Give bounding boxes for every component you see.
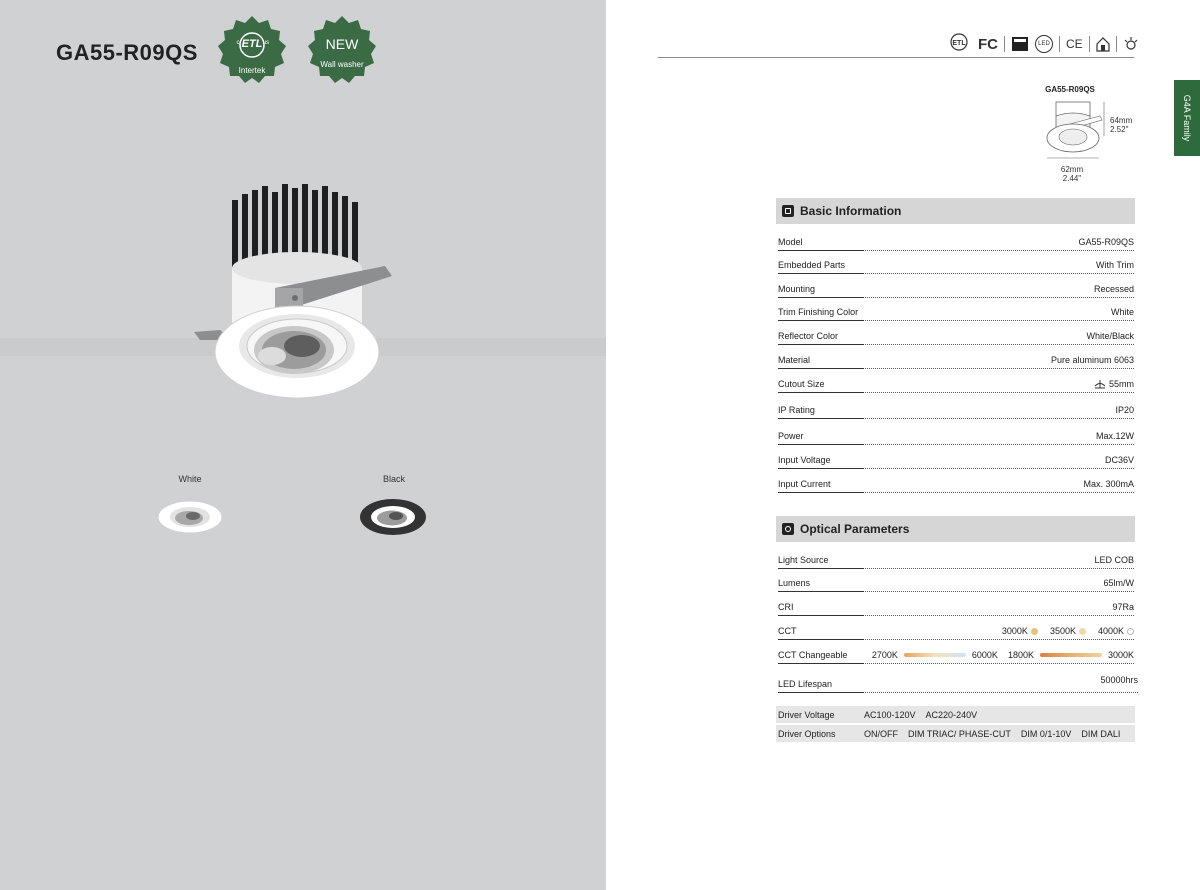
row-underline (778, 639, 864, 640)
cutout-value: 55mm (1108, 379, 1134, 389)
spec-row-model (778, 230, 1134, 251)
spec-value: Max.12W (1095, 431, 1134, 441)
spec-value: White/Black (1086, 331, 1134, 341)
row-underline (778, 392, 864, 393)
height-mm: 64mm (1110, 116, 1133, 125)
cct-swatch-4000k (1127, 628, 1134, 635)
cutout-icon (1094, 379, 1106, 389)
spec-row-ip-rating (778, 398, 1134, 419)
downlight-product-image (180, 180, 440, 410)
driver-options-row (776, 725, 1135, 742)
spec-value: With Trim (1096, 260, 1134, 270)
divider (1004, 36, 1005, 52)
row-underline (778, 692, 864, 693)
light-icon (782, 523, 794, 535)
spec-label: Trim Finishing Color (778, 307, 859, 317)
driver-option: DIM 0/1-10V (1020, 728, 1072, 739)
optical-parameters-header (776, 516, 1135, 542)
badge-seal-shape (216, 14, 288, 86)
header-rule (658, 57, 1134, 58)
spec-value: 97Ra (1112, 602, 1134, 612)
width-in: 2.44" (1062, 174, 1082, 183)
row-underline (778, 250, 864, 251)
spec-value: LED COB (1094, 555, 1134, 565)
spec-value: White (1110, 307, 1134, 317)
model-title: GA55-R09QS (56, 40, 198, 65)
driver-option: ON/OFF (864, 728, 898, 739)
row-underline (778, 492, 864, 493)
dimension-drawing (1040, 96, 1106, 162)
variant-white-swatch[interactable] (156, 500, 224, 534)
variant-white-label: White (178, 474, 202, 484)
section-title: Basic Information (800, 204, 902, 218)
new-label: NEW (325, 36, 359, 52)
led-icon: LED (1035, 35, 1053, 53)
range-to: 6000K (971, 650, 998, 660)
spec-row-led-lifespan (778, 672, 1138, 693)
spec-label: Model (778, 237, 803, 247)
row-underline (778, 615, 864, 616)
variant-black-label: Black (382, 474, 405, 484)
spec-row-cct (778, 619, 1134, 640)
ce-icon: CE (1066, 37, 1083, 51)
row-underline (778, 418, 864, 419)
spec-row-embedded-parts (778, 253, 1134, 274)
height-in: 2.52" (1110, 125, 1129, 134)
spec-label: LED Lifespan (778, 679, 833, 689)
divider (1116, 36, 1117, 52)
spec-row-cct-changeable (778, 643, 1134, 664)
row-underline (778, 591, 864, 592)
row-underline (778, 368, 864, 369)
spec-value: Pure aluminum 6063 (1050, 355, 1134, 365)
spec-row-cutout-size (778, 372, 1134, 393)
spec-row-light-source (778, 548, 1134, 569)
range-from: 2700K (871, 650, 898, 660)
driver-voltage-option: AC100-120V (864, 709, 916, 720)
row-underline (778, 273, 864, 274)
spec-row-material (778, 348, 1134, 369)
basic-information-header (776, 198, 1135, 224)
spec-label: Lumens (778, 578, 811, 588)
spec-value: DC36V (1104, 455, 1134, 465)
row-underline (778, 468, 864, 469)
cct-gradient-bar (1040, 653, 1102, 657)
etl-logo-text: ETL (241, 38, 263, 50)
dimension-width (1046, 165, 1098, 183)
svg-text:ETL: ETL (952, 40, 966, 47)
spec-label: Cutout Size (778, 379, 825, 389)
cct-gradient-bar (904, 653, 966, 657)
cct-option-label: 4000K (1097, 626, 1124, 636)
spec-value: GA55-R09QS (1078, 237, 1134, 247)
driver-voltage-row (776, 706, 1135, 723)
range-from: 1800K (1007, 650, 1034, 660)
row-underline (778, 297, 864, 298)
width-mm: 62mm (1060, 165, 1084, 174)
spec-label: Material (778, 355, 811, 365)
divider (1089, 36, 1090, 52)
driver-option: DIM TRIAC/ PHASE-CUT (908, 728, 1011, 739)
dimmable-icon (1123, 36, 1139, 52)
row-underline (778, 663, 864, 664)
spec-label: IP Rating (778, 405, 815, 415)
section-title: Optical Parameters (800, 522, 910, 536)
spec-label: Mounting (778, 284, 816, 294)
spec-label: Embedded Parts (778, 260, 846, 270)
dimension-height (1110, 116, 1132, 134)
spec-label: Power (778, 431, 804, 441)
spec-label: CCT Changeable (778, 650, 848, 660)
spec-value (1094, 379, 1134, 389)
family-side-tab[interactable] (1174, 80, 1200, 156)
certification-icons (946, 32, 1139, 56)
spec-row-input-voltage (778, 448, 1134, 469)
driver-icon (1011, 36, 1029, 52)
spec-value: 50000hrs (1100, 675, 1138, 685)
etl-intertek-text: Intertek (238, 66, 266, 75)
dimension-model-label: GA55-R09QS (1045, 85, 1095, 94)
spec-label: Input Current (778, 479, 831, 489)
row-underline (778, 320, 864, 321)
indoor-use-icon (1096, 36, 1110, 52)
range-to: 3000K (1107, 650, 1134, 660)
spec-row-reflector-color (778, 324, 1134, 345)
etl-certification-badge (216, 14, 288, 86)
row-underline (778, 344, 864, 345)
cct-changeable-ranges (872, 650, 1134, 660)
spec-row-input-current (778, 472, 1134, 493)
cct-option-label: 3000K (1001, 626, 1028, 636)
row-underline (778, 568, 864, 569)
family-tab-label: G4A Family (1182, 94, 1192, 142)
driver-voltage-label: Driver Voltage (778, 709, 835, 720)
spec-row-lumens (778, 571, 1134, 592)
spec-label: CCT (778, 626, 797, 636)
spec-row-trim-color (778, 300, 1134, 321)
row-underline (778, 444, 864, 445)
driver-options-label: Driver Options (778, 728, 836, 739)
etl-intertek-icon (946, 33, 972, 55)
cct-swatch-3500k (1079, 628, 1086, 635)
driver-option: DIM DALI (1081, 728, 1121, 739)
spec-row-mounting (778, 277, 1134, 298)
variant-black-swatch[interactable] (358, 498, 428, 536)
spec-label: Input Voltage (778, 455, 831, 465)
spec-value: 65lm/W (1103, 578, 1134, 588)
spec-value: Recessed (1093, 284, 1134, 294)
info-icon (782, 205, 794, 217)
divider (1059, 36, 1060, 52)
cct-swatch-3000k (1031, 628, 1038, 635)
fcc-icon: FC (978, 35, 998, 53)
spec-row-power (778, 424, 1134, 445)
etl-c-mark: c (236, 40, 240, 46)
spec-row-cri (778, 595, 1134, 616)
spec-value: Max. 300mA (1083, 479, 1134, 489)
driver-voltage-option: AC220-240V (925, 709, 978, 720)
spec-value: IP20 (1115, 405, 1134, 415)
spec-label: Reflector Color (778, 331, 839, 341)
spec-label: CRI (778, 602, 794, 612)
new-wall-washer-badge (306, 14, 378, 86)
etl-us-mark: us (262, 40, 270, 46)
cct-option-label: 3500K (1049, 626, 1076, 636)
wall-washer-label: Wall washer (320, 60, 364, 69)
spec-label: Light Source (778, 555, 829, 565)
cct-options (1002, 626, 1134, 636)
